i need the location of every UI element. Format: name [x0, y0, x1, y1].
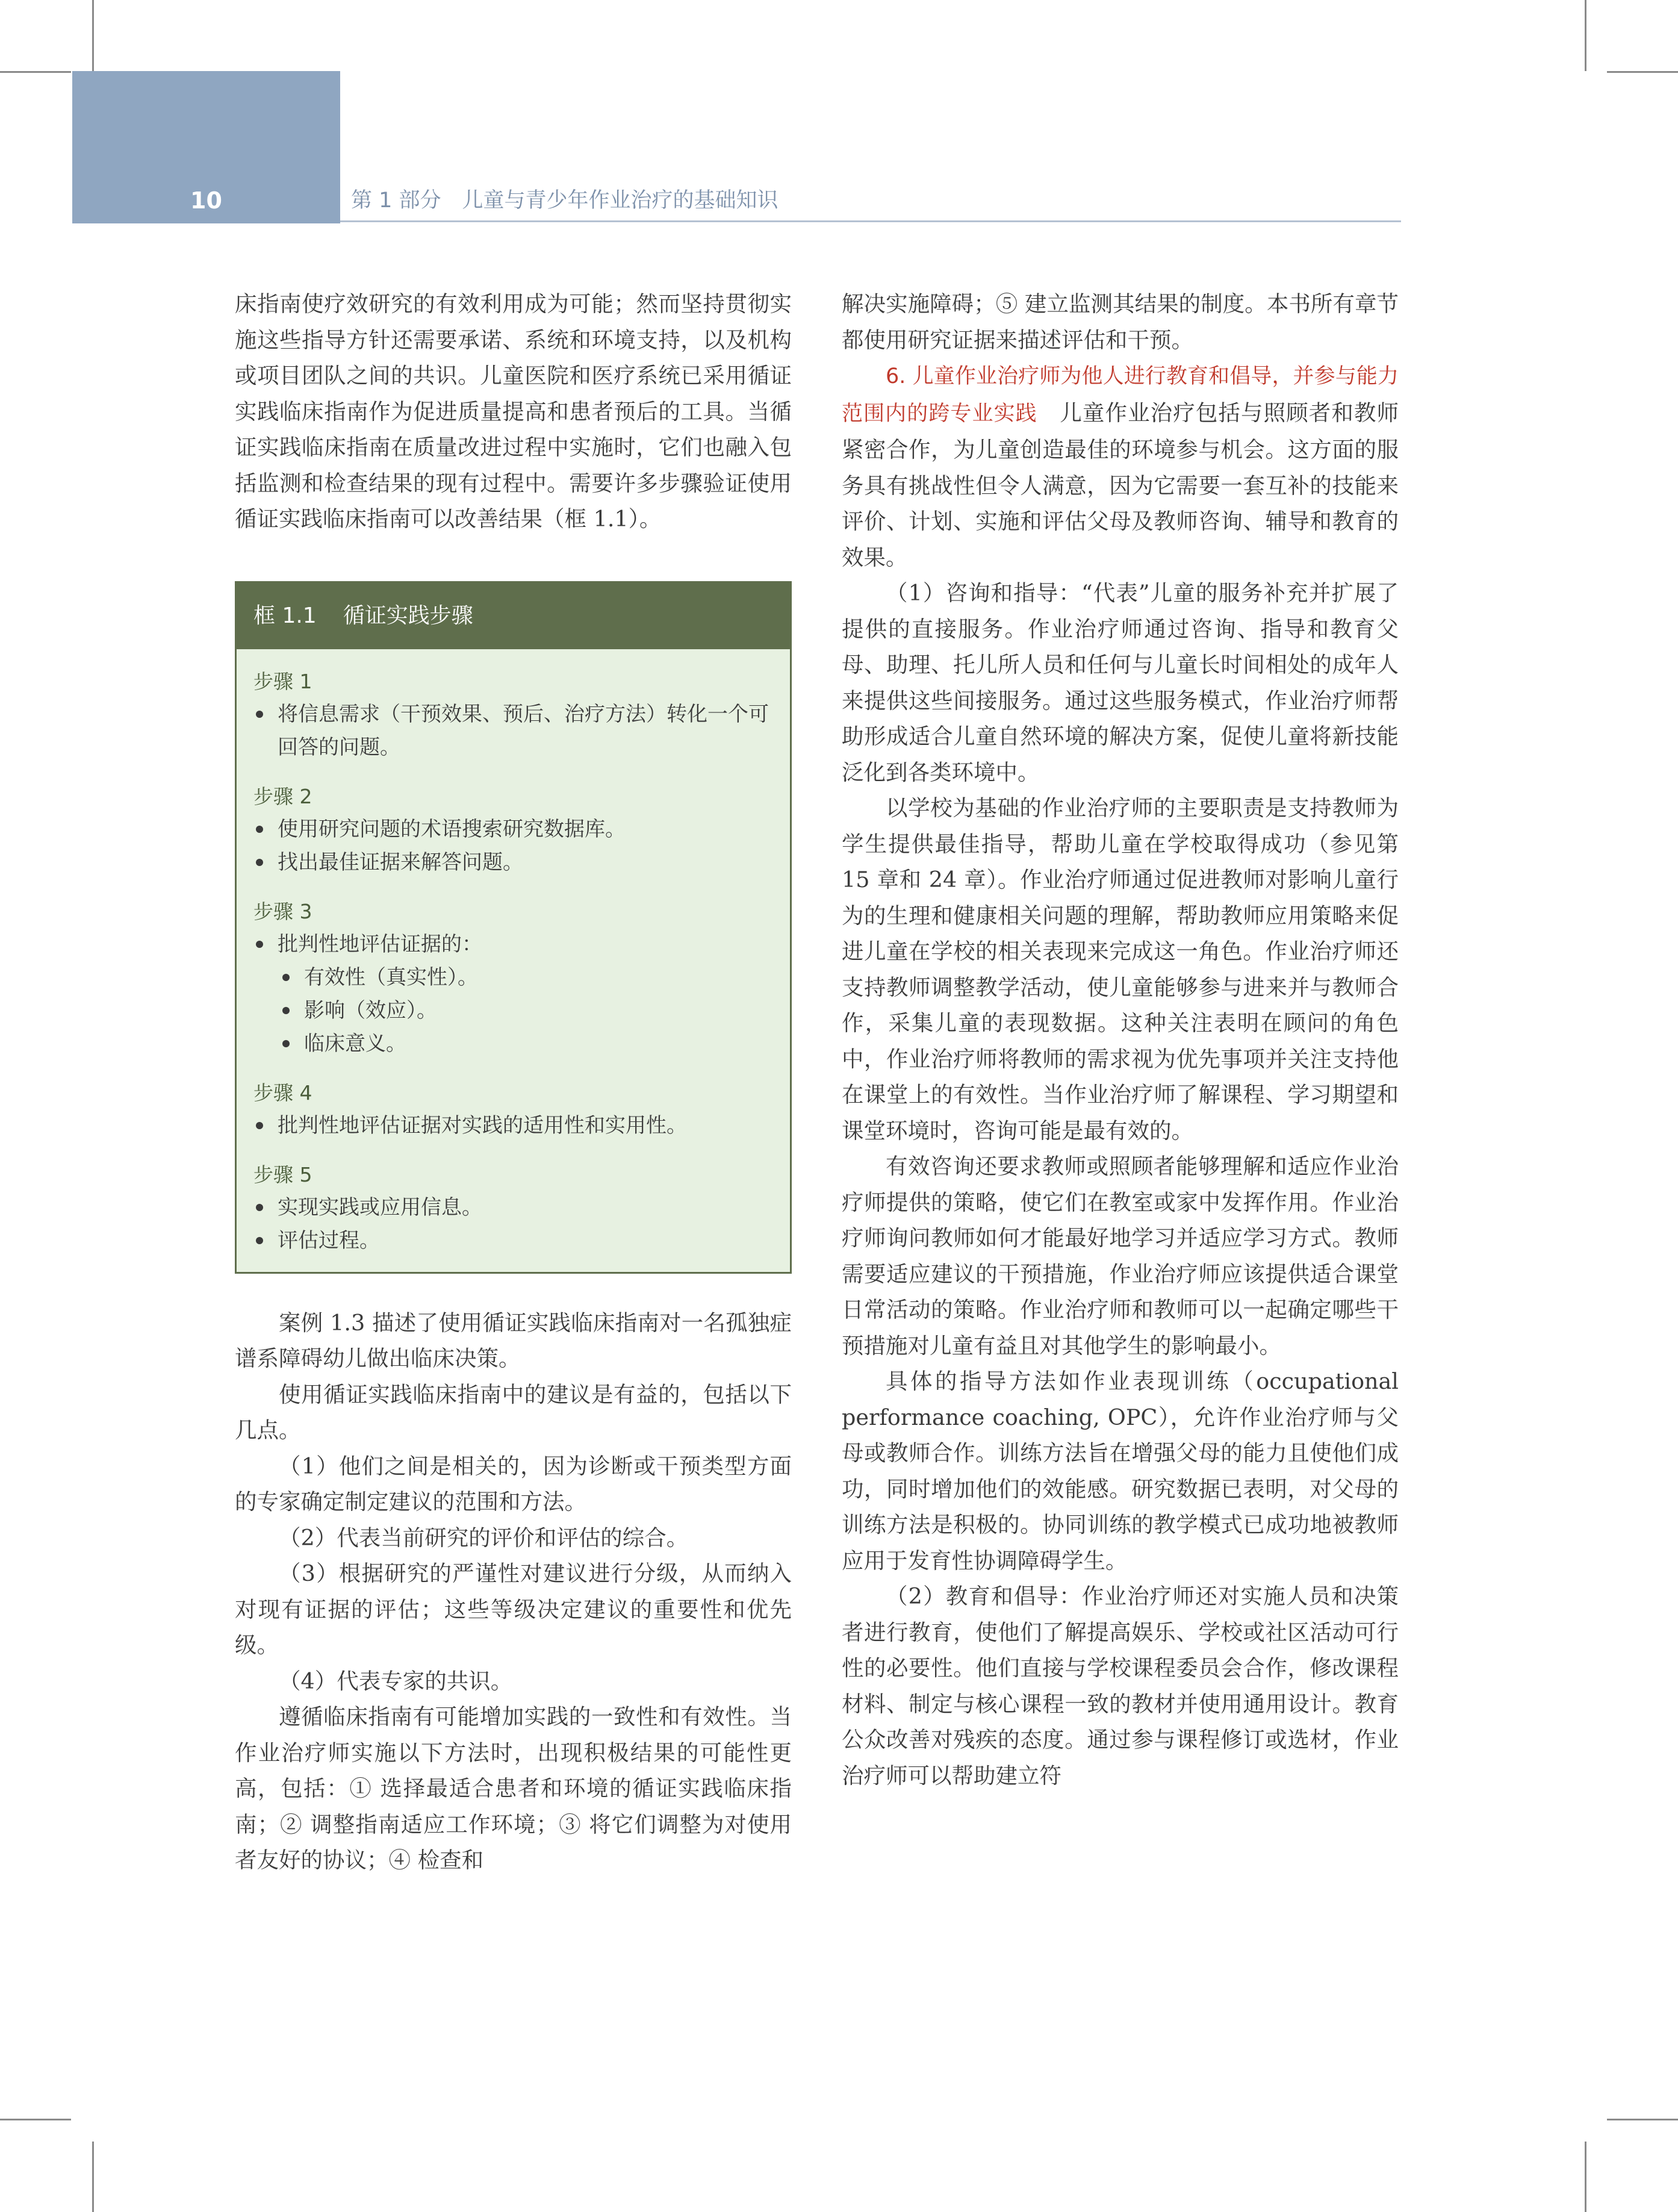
body-paragraph: 以学校为基础的作业治疗师的主要职责是支持教师为学生提供最佳指导，帮助儿童在学校取得成功（参见第 15 章和 24 章）。作业治疗师通过促进教师对影响儿童行为的生理和健康相关问题的理解，帮助教师应用策略来促进儿童在学校的相关表现来完成这一角色。作业治疗师还支持教师调整教学活动，使儿童能够参与进来并与教师合作，采集儿童的表现数据。这种关注表明在顾问的角色中，作业治疗师将教师的需求视为优先事项并关注支持他在课堂上的有效性。当作业治疗师了解课程、学习期望和课堂环境时，咨询可能是最有效的。 — [842, 795, 1399, 1144]
crop-mark-top-right-h — [1607, 71, 1678, 73]
body-paragraph: 使用循证实践临床指南中的建议是有益的，包括以下几点。 — [235, 1381, 792, 1443]
step-list — [253, 813, 774, 879]
body-paragraph: 有效咨询还要求教师或照顾者能够理解和适应作业治疗师提供的策略，使它们在教室或家中发挥作用。作业治疗师询问教师如何才能最好地学习并适应学习方式。教师需要适应建议的干预措施，作业治疗师应该提供适合课堂日常活动的策略。作业治疗师和教师可以一起确定哪些干预措施对儿童有益且对其他学生的影响最小。 — [842, 1153, 1399, 1359]
section-heading: 6. 儿童作业治疗师为他人进行教育和倡导，并参与能力范围内的跨专业实践 — [842, 364, 1399, 426]
body-paragraph: （2）教育和倡导：作业治疗师还对实施人员和决策者进行教育，使他们了解提高娱乐、学校或社区活动可行性的必要性。他们直接与学校课程委员会合作，修改课程材料、制定与核心课程一致的教材并使用通用设计。教育公众改善对残疾的态度。通过参与课程修订或选材，作业治疗师可以帮助建立符 — [842, 1583, 1399, 1789]
step-list — [253, 1191, 774, 1257]
box-label: 框 1.1 — [253, 603, 317, 628]
crop-mark-top-left-v — [92, 0, 94, 71]
header-rule — [340, 220, 1401, 222]
list-item: 影响（效应）。 — [280, 994, 774, 1027]
right-column — [842, 286, 1399, 1793]
box-title: 循证实践步骤 — [343, 603, 473, 628]
step-list — [253, 928, 774, 961]
section-heading-followup: 儿童作业治疗包括与照顾者和教师紧密合作，为儿童创造最佳的环境参与机会。这方面的服务具有挑战性但令人满意，因为它需要一套互补的技能来评价、计划、实施和评估父母及教师咨询、辅导和教育的效果。 — [842, 399, 1399, 570]
body-paragraph: 床指南使疗效研究的有效利用成为可能；然而坚持贯彻实施这些指导方针还需要承诺、系统和环境支持，以及机构或项目团队之间的共识。儿童医院和医疗系统已采用循证实践临床指南作为促进质量提高和患者预后的工具。当循证实践临床指南在质量改进过程中实施时，它们也融入包括监测和检查结果的现有过程中。需要许多步骤验证使用循证实践临床指南可以改善结果（框 1.1）。 — [235, 291, 792, 532]
box-body — [237, 649, 790, 1272]
crop-mark-bottom-left-v — [92, 2142, 94, 2212]
list-item: 评估过程。 — [253, 1224, 774, 1257]
list-item: 批判性地评估证据的： — [253, 928, 774, 961]
list-item: 批判性地评估证据对实践的适用性和实用性。 — [253, 1109, 774, 1142]
crop-mark-bottom-right-h — [1607, 2119, 1678, 2120]
step-sublist — [253, 961, 774, 1061]
crop-mark-bottom-left-h — [0, 2119, 71, 2120]
step-list — [253, 698, 774, 764]
body-paragraph: 遵循临床指南有可能增加实践的一致性和有效性。当作业治疗师实施以下方法时，出现积极结果的可能性更高，包括：① 选择最适合患者和环境的循证实践临床指南；② 调整指南适应工作环境；③ 将它们调整为对使用者友好的协议；④ 检查和 — [235, 1704, 792, 1873]
body-paragraph: 案例 1.3 描述了使用循证实践临床指南对一名孤独症谱系障碍幼儿做出临床决策。 — [235, 1309, 792, 1371]
body-paragraph: （1）他们之间是相关的，因为诊断或干预类型方面的专家确定制定建议的范围和方法。 — [235, 1453, 792, 1515]
step-list — [253, 1109, 774, 1142]
body-paragraph: （3）根据研究的严谨性对建议进行分级，从而纳入对现有证据的评估；这些等级决定建议的重要性和优先级。 — [235, 1560, 792, 1658]
section-paragraph — [842, 358, 1399, 575]
evidence-steps-box — [235, 581, 792, 1274]
step-title: 步骤 5 — [253, 1162, 312, 1186]
crop-mark-top-left-h — [0, 71, 71, 73]
list-item: 临床意义。 — [280, 1027, 774, 1061]
step-title: 步骤 1 — [253, 669, 312, 693]
list-item: 使用研究问题的术语搜索研究数据库。 — [253, 813, 774, 846]
body-paragraph: 具体的指导方法如作业表现训练（occupational performance coaching, OPC），允许作业治疗师与父母或教师合作。训练方法旨在增强父母的能力且使他们成功，同时增加他们的效能感。研究数据已表明，对父母的训练方法是积极的。协同训练的教学模式已成功地被教师应用于发育性协调障碍学生。 — [842, 1368, 1399, 1574]
body-paragraph: （1）咨询和指导：“代表”儿童的服务补充并扩展了提供的直接服务。作业治疗师通过咨询、指导和教育父母、助理、托儿所人员和任何与儿童长时间相处的成年人来提供这些间接服务。通过这些服务模式，作业治疗师帮助形成适合儿童自然环境的解决方案，促使儿童将新技能泛化到各类环境中。 — [842, 580, 1399, 785]
list-item: 实现实践或应用信息。 — [253, 1191, 774, 1224]
page-number: 10 — [190, 187, 222, 214]
body-paragraph: （4）代表专家的共识。 — [279, 1668, 513, 1694]
body-paragraph: 解决实施障碍；⑤ 建立监测其结果的制度。本书所有章节都使用研究证据来描述评估和干预。 — [842, 291, 1399, 353]
crop-mark-bottom-right-v — [1585, 2142, 1586, 2212]
step-title: 步骤 4 — [253, 1080, 312, 1104]
step-title: 步骤 3 — [253, 899, 312, 923]
list-item: 找出最佳证据来解答问题。 — [253, 846, 774, 879]
left-column — [235, 286, 792, 1878]
step-title: 步骤 2 — [253, 784, 312, 808]
body-paragraph: （2）代表当前研究的评价和评估的综合。 — [279, 1524, 689, 1551]
box-title-bar — [237, 583, 790, 649]
running-title: 第 1 部分 儿童与青少年作业治疗的基础知识 — [351, 188, 778, 213]
list-item: 有效性（真实性）。 — [280, 961, 774, 994]
list-item: 将信息需求（干预效果、预后、治疗方法）转化一个可回答的问题。 — [253, 698, 774, 764]
crop-mark-top-right-v — [1585, 0, 1586, 71]
